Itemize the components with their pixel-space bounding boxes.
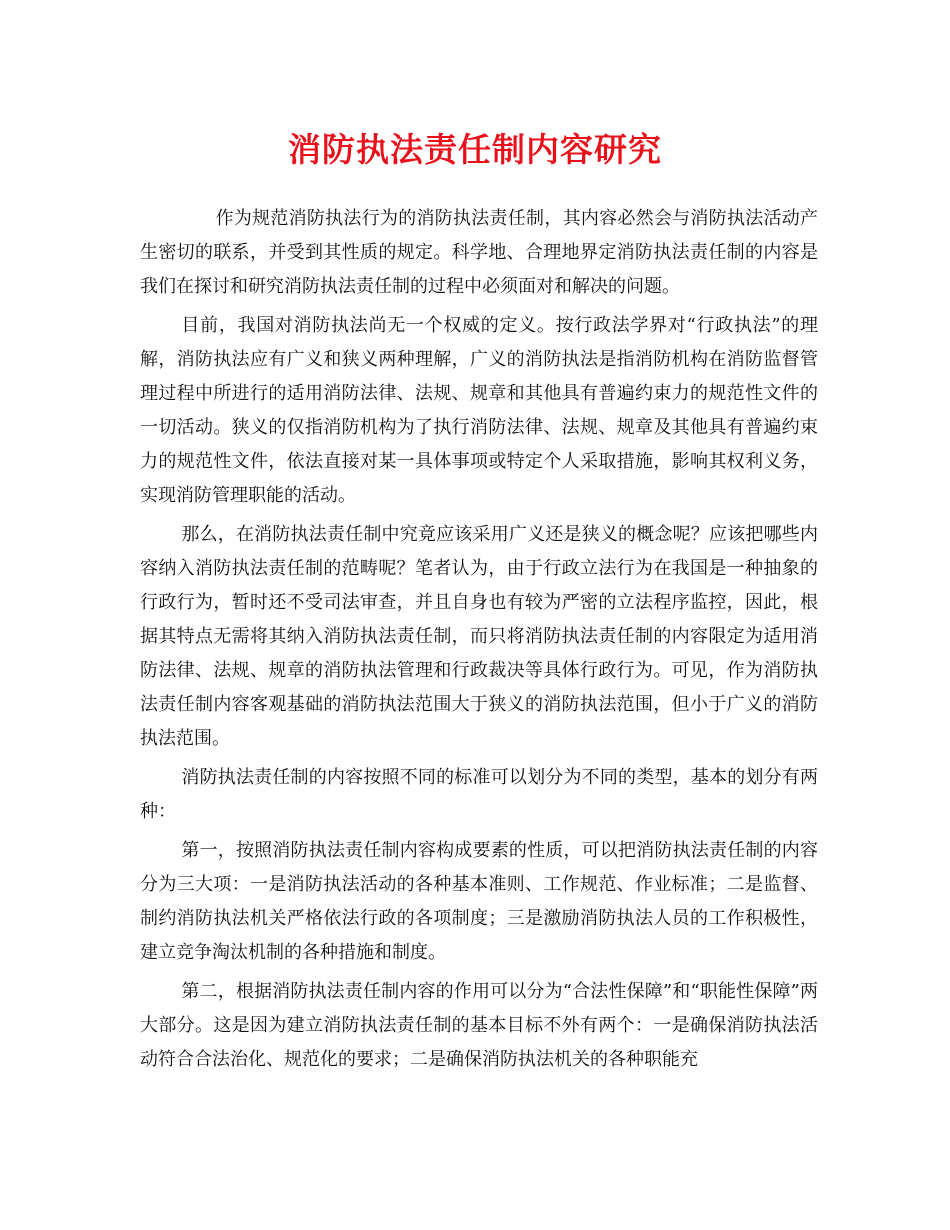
paragraph-1: 作为规范消防执法行为的消防执法责任制，其内容必然会与消防执法活动产生密切的联系，并受到其性质的规定。科学地、合理地界定消防执法责任制的内容是我们在探讨和研究消防执法责任制的过程中必须面对和解决的问题。 <box>140 208 818 297</box>
document-body <box>140 202 818 1082</box>
paragraph-6: 第二，根据消防执法责任制内容的作用可以分为“合法性保障”和“职能性保障”两大部分。这是因为建立消防执法责任制的基本目标不外有两个：一是确保消防执法活动符合合法治化、规范化的要求；二是确保消防执法机关的各种职能充 <box>140 981 818 1070</box>
page-title: 消防执法责任制内容研究 <box>288 130 662 169</box>
paragraph-3: 那么，在消防执法责任制中究竟应该采用广义还是狭义的概念呢？应该把哪些内容纳入消防执法责任制的范畴呢？笔者认为，由于行政立法行为在我国是一种抽象的行政行为，暂时还不受司法审查，并且自身也有较为严密的立法程序监控，因此，根据其特点无需将其纳入消防执法责任制，而只将消防执法责任制的内容限定为适用消防法律、法规、规章的消防执法管理和行政裁决等具体行政行为。可见，作为消防执法责任制内容客观基础的消防执法范围大于狭义的消防执法范围，但小于广义的消防执法范围。 <box>140 524 818 749</box>
paragraph-4: 消防执法责任制的内容按照不同的标准可以划分为不同的类型，基本的划分有两种： <box>140 767 818 822</box>
paragraph-2: 目前，我国对消防执法尚无一个权威的定义。按行政法学界对“行政执法”的理解，消防执法应有广义和狭义两种理解，广义的消防执法是指消防机构在消防监督管理过程中所进行的适用消防法律、法规、规章和其他具有普遍约束力的规范性文件的一切活动。狭义的仅指消防机构为了执行消防法律、法规、规章及其他具有普遍约束力的规范性文件，依法直接对某一具体事项或特定个人采取措施，影响其权利义务，实现消防管理职能的活动。 <box>140 315 818 506</box>
paragraph-5: 第一，按照消防执法责任制内容构成要素的性质，可以把消防执法责任制的内容分为三大项：一是消防执法活动的各种基本准则、工作规范、作业标准；二是监督、制约消防执法机关严格依法行政的各项制度；三是激励消防执法人员的工作积极性，建立竞争淘汰机制的各种措施和制度。 <box>140 840 818 963</box>
